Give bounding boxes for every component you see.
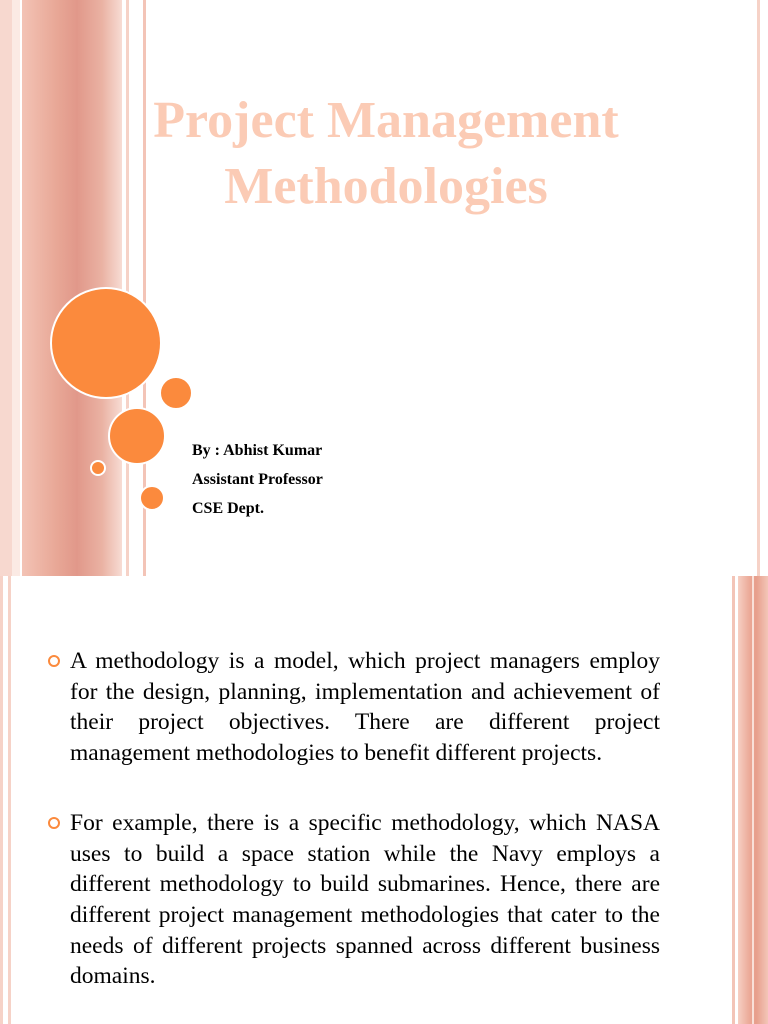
slide-title	[128, 88, 644, 220]
content-slide	[0, 576, 768, 1024]
author-role: Assistant Professor	[192, 471, 323, 488]
bullet-item	[40, 646, 660, 769]
bullet-text: A methodology is a model, which project managers employ for the design, planning, implementation and achievement of their project objectives. There are different project management methodologies to benefit different projects.	[70, 648, 660, 767]
decorative-line	[752, 576, 754, 1024]
ring-bullet-icon	[48, 655, 60, 667]
decorative-line	[757, 0, 760, 576]
title-line: Project Management	[153, 92, 619, 149]
decorative-band	[12, 0, 20, 576]
author-dept: CSE Dept.	[192, 500, 265, 517]
decorative-line	[126, 0, 129, 576]
decorative-circle-small	[139, 485, 165, 511]
title-line: Methodologies	[224, 158, 548, 215]
author-block	[192, 436, 323, 523]
decorative-band	[0, 0, 12, 576]
bullet-list	[40, 646, 660, 1024]
decorative-circle-large	[50, 287, 162, 399]
decorative-circle-medium	[108, 407, 166, 465]
decorative-circle-small	[159, 376, 193, 410]
ring-bullet-icon	[48, 817, 60, 829]
decorative-circle-tiny	[90, 460, 106, 476]
decorative-line	[0, 576, 3, 1024]
author-name: By : Abhist Kumar	[192, 442, 323, 459]
bullet-text: For example, there is a specific methodology, which NASA uses to build a space station while the Navy employs a different methodology to build submarines. Hence, there are different project management methodologies that cater to the needs of different projects spanned across different business domains.	[70, 809, 660, 990]
decorative-line	[732, 576, 735, 1024]
decorative-line	[8, 576, 11, 1024]
bullet-item	[40, 808, 660, 992]
